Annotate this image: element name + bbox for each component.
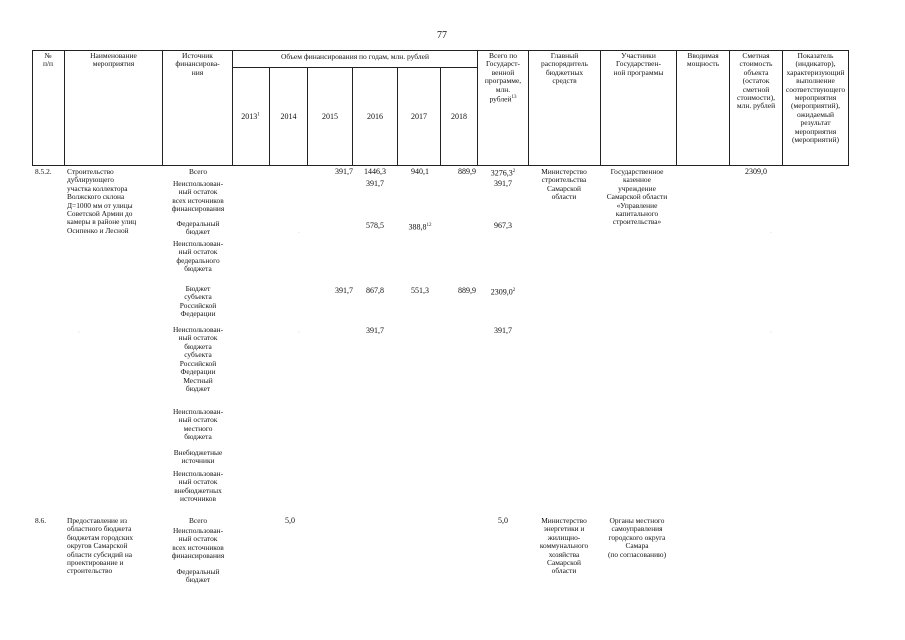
row1-unused-all-total: 391,7 bbox=[494, 179, 512, 188]
row1-total-2016: 1446,3 bbox=[364, 167, 386, 176]
year-2016: 2016 bbox=[367, 112, 383, 121]
row1-no: 8.5.2. bbox=[35, 167, 52, 176]
header-volume: Объем финансирования по годам, млн. рублей bbox=[280, 52, 430, 61]
row1-subject-2018: 889,9 bbox=[458, 286, 476, 295]
row1-src-unused-federal: Неиспользован- ный остаток федерального бюджета bbox=[172, 239, 224, 274]
header-capacity: Вводимая мощность bbox=[686, 51, 720, 69]
header-manager: Главный распорядитель бюджетных средств bbox=[541, 51, 588, 86]
row2-participants: Органы местного самоуправления городского округа Самара (по согласованию) bbox=[607, 516, 667, 559]
header-estimate: Сметная стоимость объекта (остаток сметной стоимости), млн. рублей bbox=[736, 51, 776, 111]
row1-federal-2016: 578,5 bbox=[366, 221, 384, 230]
row1-src-offbudget: Внебюджетные источники bbox=[173, 448, 223, 466]
row2-src-federal: Федеральный бюджет bbox=[176, 567, 220, 585]
row1-participants: Государственное казенное учреждение Самарской области «Управление капитального строительства» bbox=[606, 167, 668, 227]
row2-src-total: Всего bbox=[188, 516, 208, 525]
year-2017: 2017 bbox=[411, 112, 427, 121]
row1-subject-2016: 867,8 bbox=[366, 286, 384, 295]
row1-subject-2015: 391,7 bbox=[335, 286, 353, 295]
header-indicator: Показатель (индикатор), характеризующий выполнение соответствующего мероприятия (мероприятий), ожидаемый результат мероприятия (мероприятий) bbox=[785, 51, 846, 145]
row1-total-2017: 940,1 bbox=[411, 167, 429, 176]
row1-estimate: 2309,0 bbox=[745, 167, 767, 176]
row1-src-federal: Федеральный бюджет bbox=[176, 219, 220, 237]
faint-dot: · bbox=[298, 330, 300, 336]
row1-src-total: Всего bbox=[188, 167, 208, 176]
header-total: Всего по Государст- венной программе, млн. рублей$^{13}$ bbox=[484, 51, 522, 104]
row1-src-unused-local: Неиспользован- ный остаток местного бюджета bbox=[172, 407, 224, 442]
row1-name: Строительство дублирующего участка коллектора Волжского склона Д=1000 мм от улицы Советской Армии до камеры в районе улиц Осипенко и Лесной bbox=[67, 167, 137, 235]
year-2015: 2015 bbox=[322, 112, 338, 121]
row2-name: Предоставление из областного бюджета бюджетам городских округов Самарской области субсидий на проектирование и строительство bbox=[67, 516, 134, 576]
faint-dot: · bbox=[770, 230, 772, 236]
row1-total-all: 3276,3$^2$ bbox=[490, 168, 516, 178]
row1-src-unused-offbudget: Неиспользован- ный остаток внебюджетных источников bbox=[172, 469, 224, 504]
row1-src-unused-all: Неиспользован- ный остаток всех источников финансирования bbox=[171, 179, 225, 214]
row1-federal-total: 967,3 bbox=[494, 221, 512, 230]
header-name: Наименование мероприятия bbox=[90, 51, 137, 69]
row2-manager: Министерство энергетики и жилищно- коммунального хозяйства Самарской области bbox=[539, 516, 589, 576]
header-no: № п/п bbox=[42, 51, 54, 69]
row2-src-unused-all: Неиспользован- ный остаток всех источников финансирования bbox=[171, 526, 225, 561]
row2-total-all: 5,0 bbox=[498, 516, 508, 525]
header-participants: Участники Государствен- ной программы bbox=[613, 51, 664, 77]
row1-subject-total: 2309,0$^2$ bbox=[490, 287, 516, 297]
faint-dot: · bbox=[770, 330, 772, 336]
row2-no: 8.6. bbox=[35, 516, 47, 525]
faint-dot: · bbox=[298, 230, 300, 236]
faint-dot: · bbox=[78, 330, 80, 336]
row2-total-2014: 5,0 bbox=[285, 516, 295, 525]
table-header bbox=[32, 50, 849, 166]
row1-src-subject: Бюджет субъекта Российской Федерации bbox=[179, 284, 217, 319]
row1-total-2018: 889,9 bbox=[458, 167, 476, 176]
row1-federal-2017: 388,8$^{12}$ bbox=[408, 222, 432, 232]
header-source: Источник финансирова- ния bbox=[175, 51, 220, 77]
row1-unused-subject-total: 391,7 bbox=[494, 326, 512, 335]
row1-unused-subject-2016: 391,7 bbox=[366, 326, 384, 335]
year-2018: 2018 bbox=[451, 112, 467, 121]
row1-unused-all-2016: 391,7 bbox=[366, 179, 384, 188]
row1-src-local: Местный бюджет bbox=[183, 376, 213, 394]
row1-src-unused-subject: Неиспользован- ный остаток бюджета субъекта Российской Федерации bbox=[172, 325, 224, 377]
year-2013: 2013$^1$ bbox=[241, 112, 260, 121]
page-number: 77 bbox=[437, 30, 447, 41]
year-2014: 2014 bbox=[280, 112, 297, 121]
row1-total-2015: 391,7 bbox=[335, 167, 353, 176]
row1-subject-2017: 551,3 bbox=[411, 286, 429, 295]
row1-manager: Министерство строительства Самарской области bbox=[541, 167, 587, 202]
